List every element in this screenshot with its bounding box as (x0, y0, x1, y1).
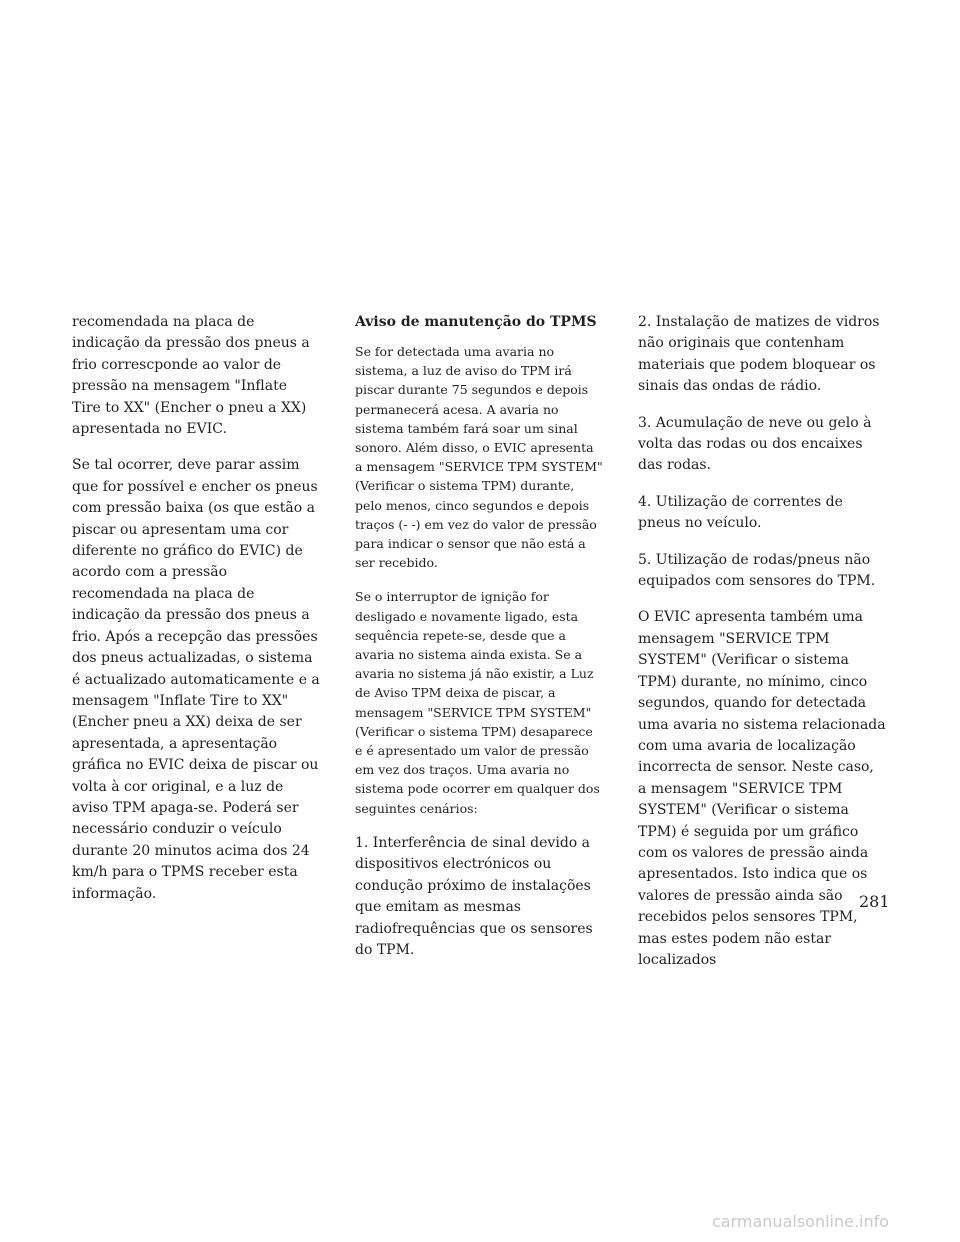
list-item: 4. Utilização de correntes de pneus no veículo. (638, 493, 843, 532)
section-heading: Aviso de manutenção do TPMS (355, 314, 597, 330)
text-column-left (72, 312, 320, 920)
page-number: 281 (859, 892, 890, 911)
paragraph: Se for detectada uma avaria no sistema, a luz de aviso do TPM irá piscar durante 75 segundos e depois permanecerá acesa. A avaria no sistema também fará soar um sinal sonoro. Além disso, o EVIC apresenta a mensagem "SERVICE TPM SYSTEM" (Verificar o sistema TPM) durante, pelo menos, cinco segundos e depois traços (- -) em vez do valor de pressão para indicar o sensor que não está a ser recebido. (355, 344, 603, 571)
text-column-middle (355, 312, 603, 976)
text-column-right (638, 312, 886, 986)
list-item: 3. Acumulação de neve ou gelo à volta das rodas ou dos encaixes das rodas. (638, 414, 872, 474)
paragraph: Se o interruptor de ignição for desligado e novamente ligado, esta sequência repete-se, desde que a avaria no sistema ainda exista. Se a avaria no sistema já não existir, a Luz de Aviso TPM deixa de piscar, a mensagem "SERVICE TPM SYSTEM" (Verificar o sistema TPM) desaparece e é apresentado um valor de pressão em vez dos traços. Uma avaria no sistema pode ocorrer em qualquer dos seguintes cenários: (355, 589, 600, 816)
watermark: carmanualsonline.info (712, 1212, 890, 1231)
paragraph: O EVIC apresenta também uma mensagem "SERVICE TPM SYSTEM" (Verificar o sistema TPM) durante, no mínimo, cinco segundos, quando for detectada uma avaria no sistema relacionada com uma avaria de localização incorrecta de sensor. Neste caso, a mensagem "SERVICE TPM SYSTEM" (Verificar o sistema TPM) é seguida por um gráfico com os valores de pressão ainda apresentados. Isto indica que os valores de pressão ainda são recebidos pelos sensores TPM, mas estes podem não estar localizados (638, 609, 886, 968)
paragraph: Se tal ocorrer, deve parar assim que for possível e encher os pneus com pressão baixa (os que estão a piscar ou apresentam uma cor diferente no gráfico do EVIC) de acordo com a pressão recomendada na placa de indicação da pressão dos pneus a frio. Após a recepção das pressões dos pneus actualizadas, o sistema é actualizado automaticamente e a mensagem "Inflate Tire to XX" (Encher pneu a XX) deixa de ser apresentada, a apresentação gráfica no EVIC deixa de piscar ou volta à cor original, e a luz de aviso TPM apaga-se. Poderá ser necessário conduzir o veículo durante 20 minutos acima dos 24 km/h para o TPMS receber esta informação. (72, 457, 320, 902)
list-item: 1. Interferência de sinal devido a dispositivos electrónicos ou condução próximo de instalações que emitam as mesmas radiofrequências que os sensores do TPM. (355, 834, 593, 958)
list-item: 2. Instalação de matizes de vidros não originais que contenham materiais que podem bloquear os sinais das ondas de rádio. (638, 314, 880, 395)
list-item: 5. Utilização de rodas/pneus não equipados com sensores do TPM. (638, 551, 876, 590)
paragraph: recomendada na placa de indicação da pressão dos pneus a frio correscponde ao valor de pressão na mensagem "Inflate Tire to XX" (Encher o pneu a XX) apresentada no EVIC. (72, 314, 310, 438)
